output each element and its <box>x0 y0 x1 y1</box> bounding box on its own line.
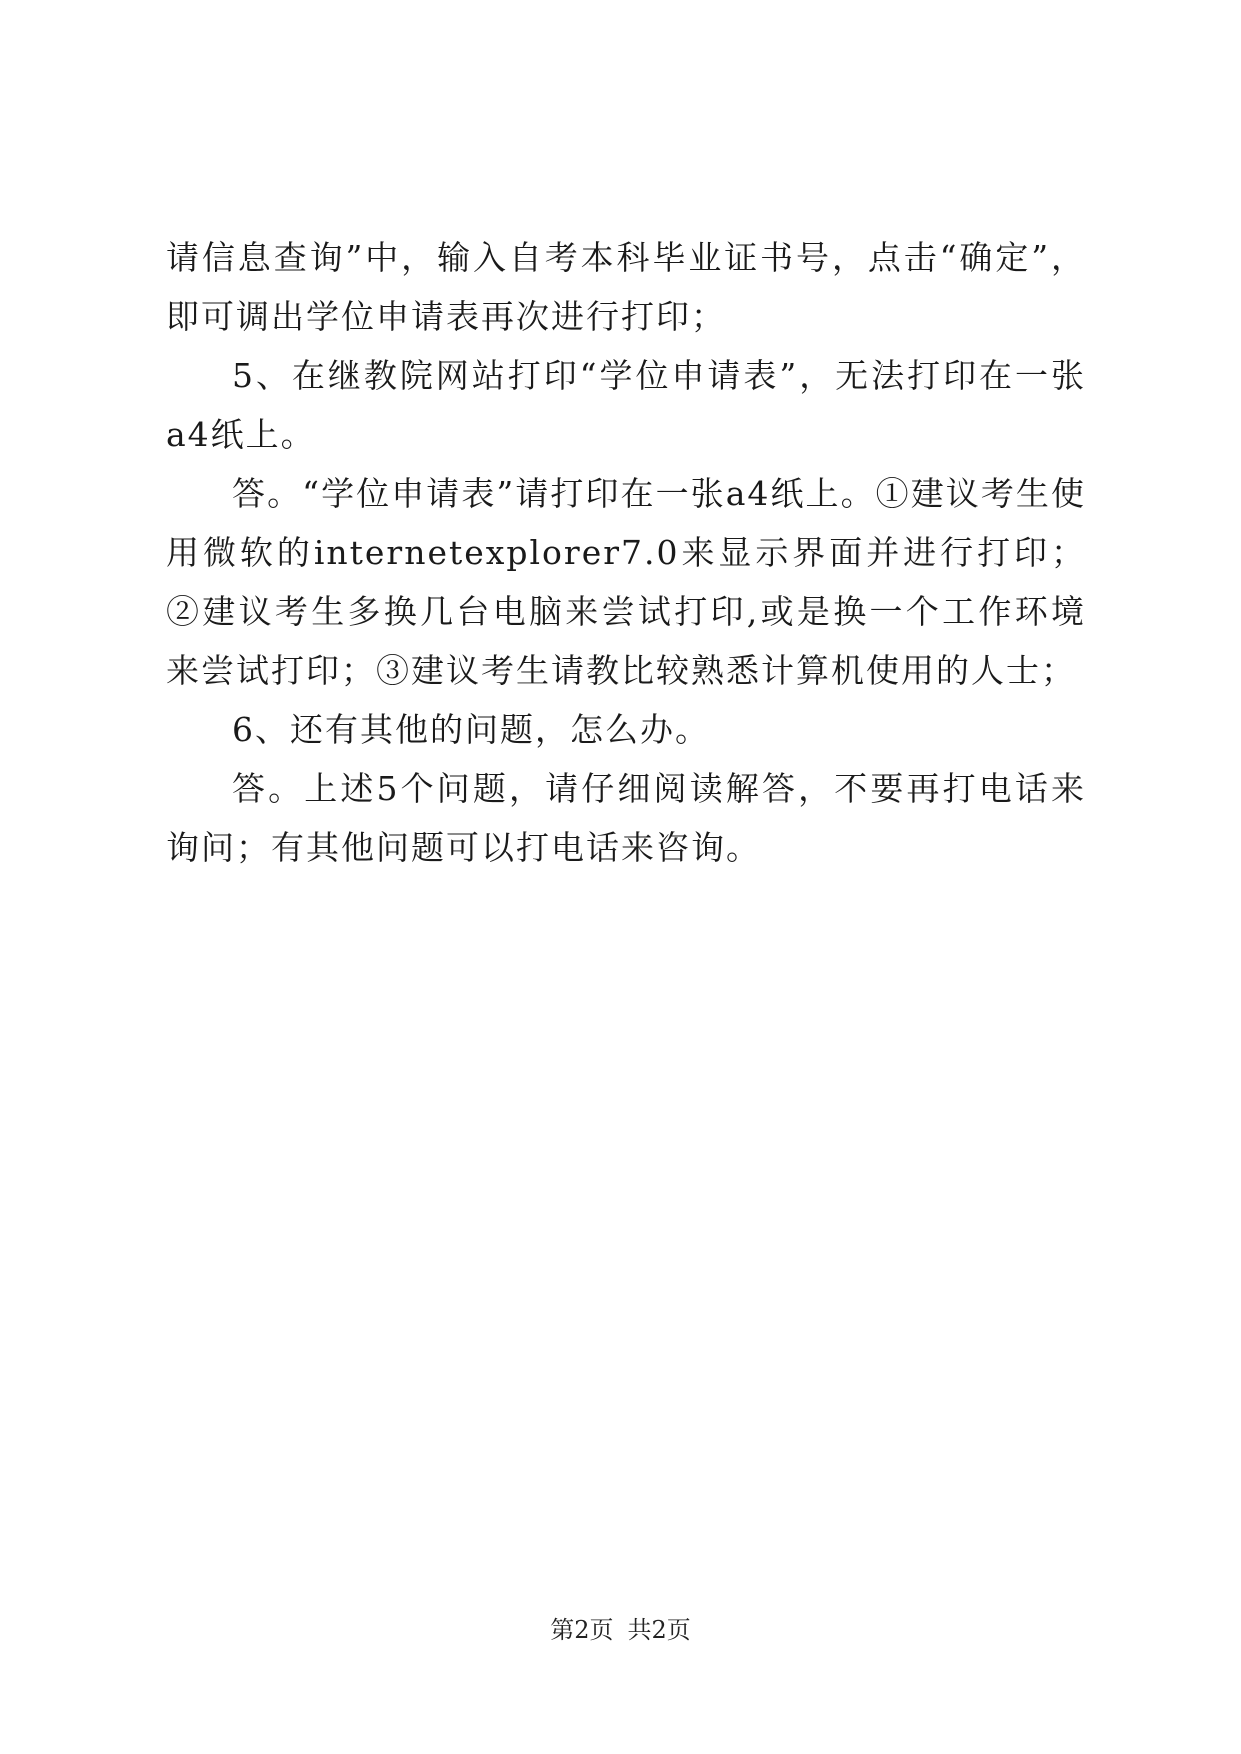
paragraph-answer-5: 答。“学位申请表”请打印在一张a4纸上。①建议考生使用微软的internetexplorer7.0来显示界面并进行打印；②建议考生多换几台电脑来尝试打印,或是换一个工作环境来尝试打印；③建议考生请教比较熟悉计算机使用的人士； <box>166 474 1086 690</box>
page-number: 第2页 <box>550 1616 614 1644</box>
paragraph-question-5: 5、在继教院网站打印“学位申请表”，无法打印在一张a4纸上。 <box>166 356 1086 454</box>
paragraph-answer-6: 答。上述5个问题，请仔细阅读解答，不要再打电话来询问；有其他问题可以打电话来咨询。 <box>166 769 1086 867</box>
page-footer <box>0 1610 1241 1645</box>
page-total: 共2页 <box>627 1616 691 1644</box>
paragraph-continuation: 请信息查询”中，输入自考本科毕业证书号，点击“确定”，即可调出学位申请表再次进行打印； <box>166 238 1086 336</box>
paragraph-question-6: 6、还有其他的问题，怎么办。 <box>232 710 710 749</box>
document-body <box>166 228 1086 877</box>
